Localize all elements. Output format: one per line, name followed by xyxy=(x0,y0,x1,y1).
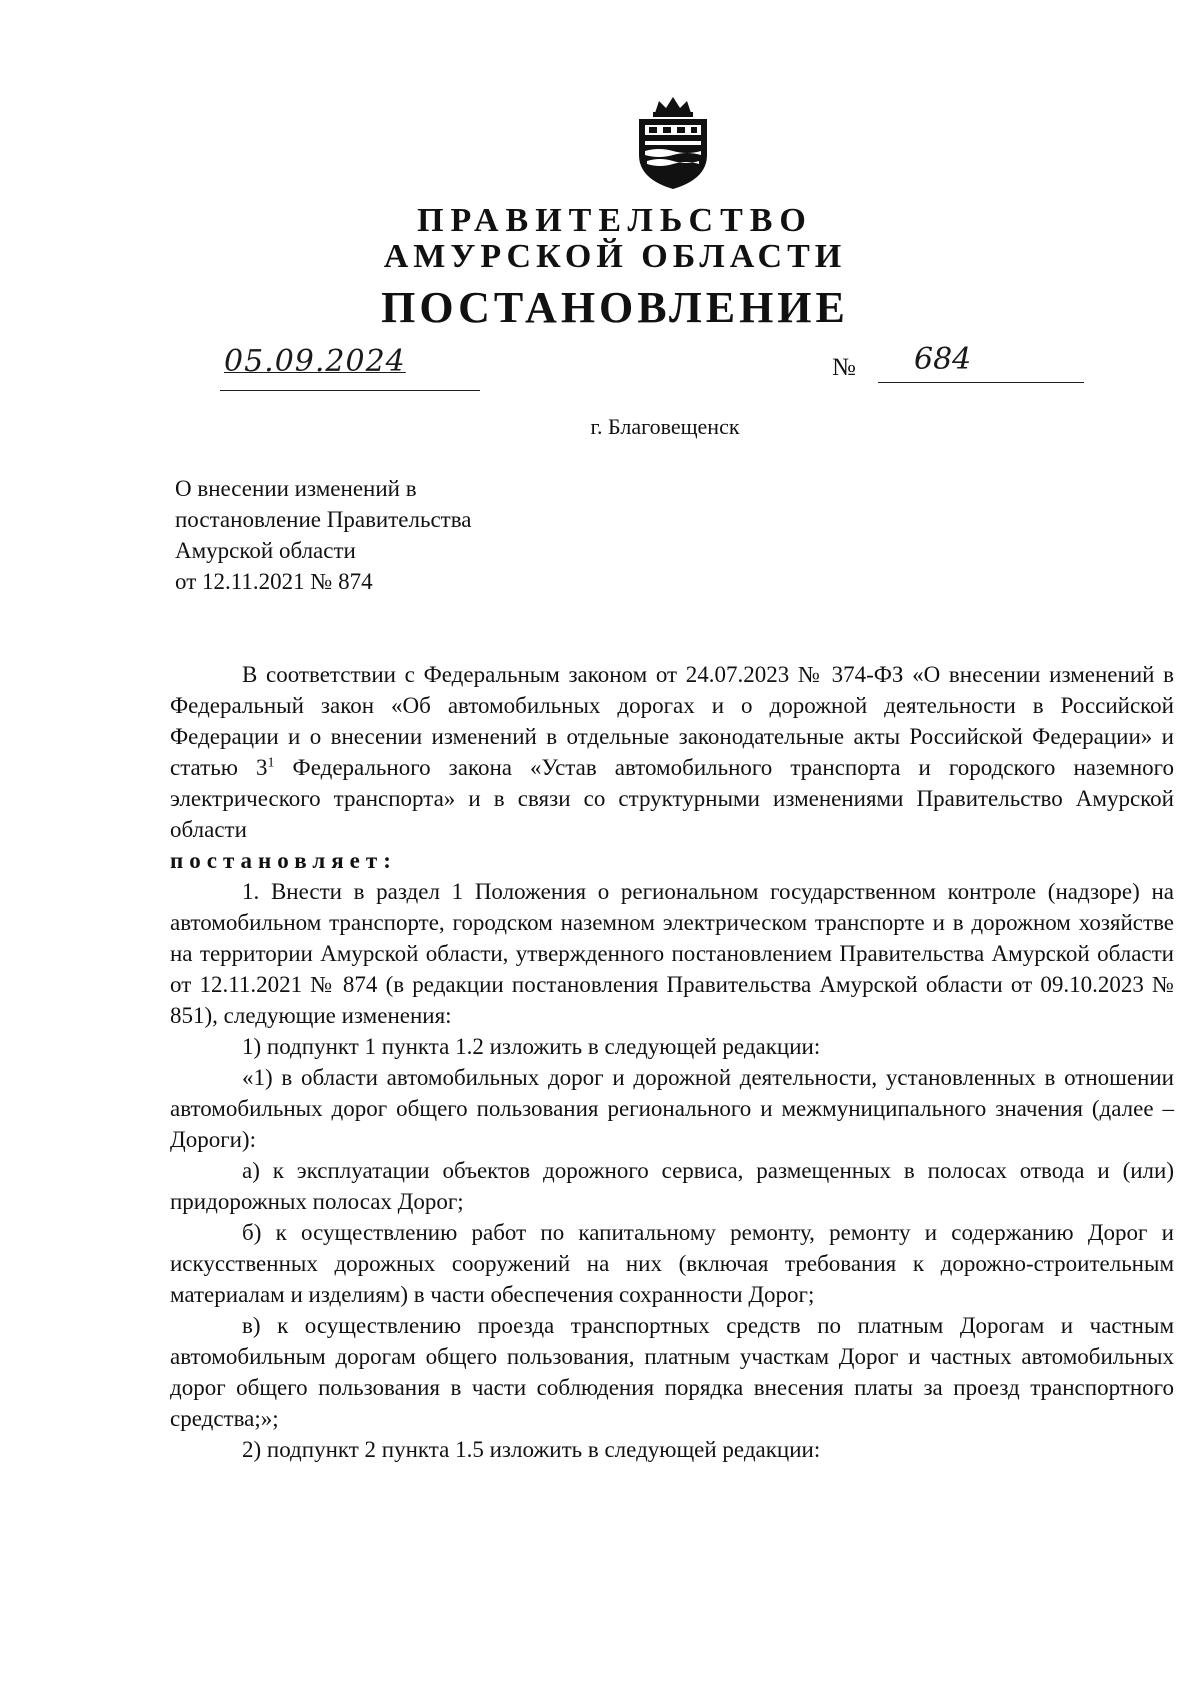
subject-line: от 12.11.2021 № 874 xyxy=(175,569,373,594)
body-paragraph: а) к эксплуатации объектов дорожного сервиса, размещенных в полосах отвода и (или) придорожных полосах Дорог; xyxy=(170,1158,1174,1214)
document-body xyxy=(170,659,1174,1465)
subject-line: О внесении изменений в xyxy=(175,476,417,501)
organization-name-line1: ПРАВИТЕЛЬСТВО xyxy=(417,202,813,239)
body-paragraph: «1) в области автомобильных дорог и дорожной деятельности, установленных в отношении автомобильных дорог общего пользования регионального и межмуниципального значения (далее – Дороги): xyxy=(170,1065,1174,1152)
coat-of-arms-emblem xyxy=(633,95,713,191)
subject-line: постановление Правительства xyxy=(175,507,472,532)
city-name: г. Благовещенск xyxy=(590,414,740,439)
preamble-text: В соответствии с Федеральным законом от 24.07.2023 № 374-ФЗ «О внесении изменений в Федеральный закон «Об автомобильных дорогах и о дорожной деятельности в Российской Федерации и о внесении изменений в отдельные законодательные акты Российской Федерации» и статью 3 xyxy=(170,662,1174,780)
document-type-title: ПОСТАНОВЛЕНИЕ xyxy=(381,283,849,332)
document-subject xyxy=(175,473,595,597)
body-paragraph: б) к осуществлению работ по капитальному ремонту, ремонту и содержанию Дорог и искусственных дорожных сооружений на них (включая требования к дорожно-строительным материалам и изделиям) в части обеспечения сохранности Дорог; xyxy=(170,1220,1174,1307)
body-paragraph: 2) подпункт 2 пункта 1.5 изложить в следующей редакции: xyxy=(242,1437,821,1462)
number-field xyxy=(878,342,1084,383)
preamble-superscript: 1 xyxy=(267,755,275,771)
decree-word: постановляет: xyxy=(170,848,397,873)
body-paragraph: 1) подпункт 1 пункта 1.2 изложить в следующей редакции: xyxy=(242,1034,821,1059)
handwritten-date: 05.09.2024 xyxy=(224,344,406,379)
organization-name-line2: АМУРСКОЙ ОБЛАСТИ xyxy=(383,238,847,275)
handwritten-number: 684 xyxy=(914,342,972,377)
date-field xyxy=(220,344,480,391)
subject-line: Амурской области xyxy=(175,538,356,563)
body-paragraph: в) к осуществлению проезда транспортных средств по платным Дорогам и частным автомобильным дорогам общего пользования, платным участкам Дорог и частных автомобильных дорог общего пользования в части соблюдения порядка внесения платы за проезд транспортного средства;»; xyxy=(170,1313,1174,1431)
number-label: № xyxy=(832,354,856,381)
body-paragraph: 1. Внести в раздел 1 Положения о региональном государственном контроле (надзоре) на автомобильном транспорте, городском наземном электрическом транспорте и в дорожном хозяйстве на территории Амурской области, утвержденного постановлением Правительства Амурской области от 12.11.2021 № 874 (в редакции постановления Правительства Амурской области от 09.10.2023 № 851), следующие изменения: xyxy=(170,879,1174,1028)
preamble-paragraph xyxy=(170,659,1174,845)
preamble-text-continued: Федерального закона «Устав автомобильного транспорта и городского наземного электрического транспорта» и в связи со структурными изменениями Правительство Амурской области xyxy=(170,755,1174,842)
